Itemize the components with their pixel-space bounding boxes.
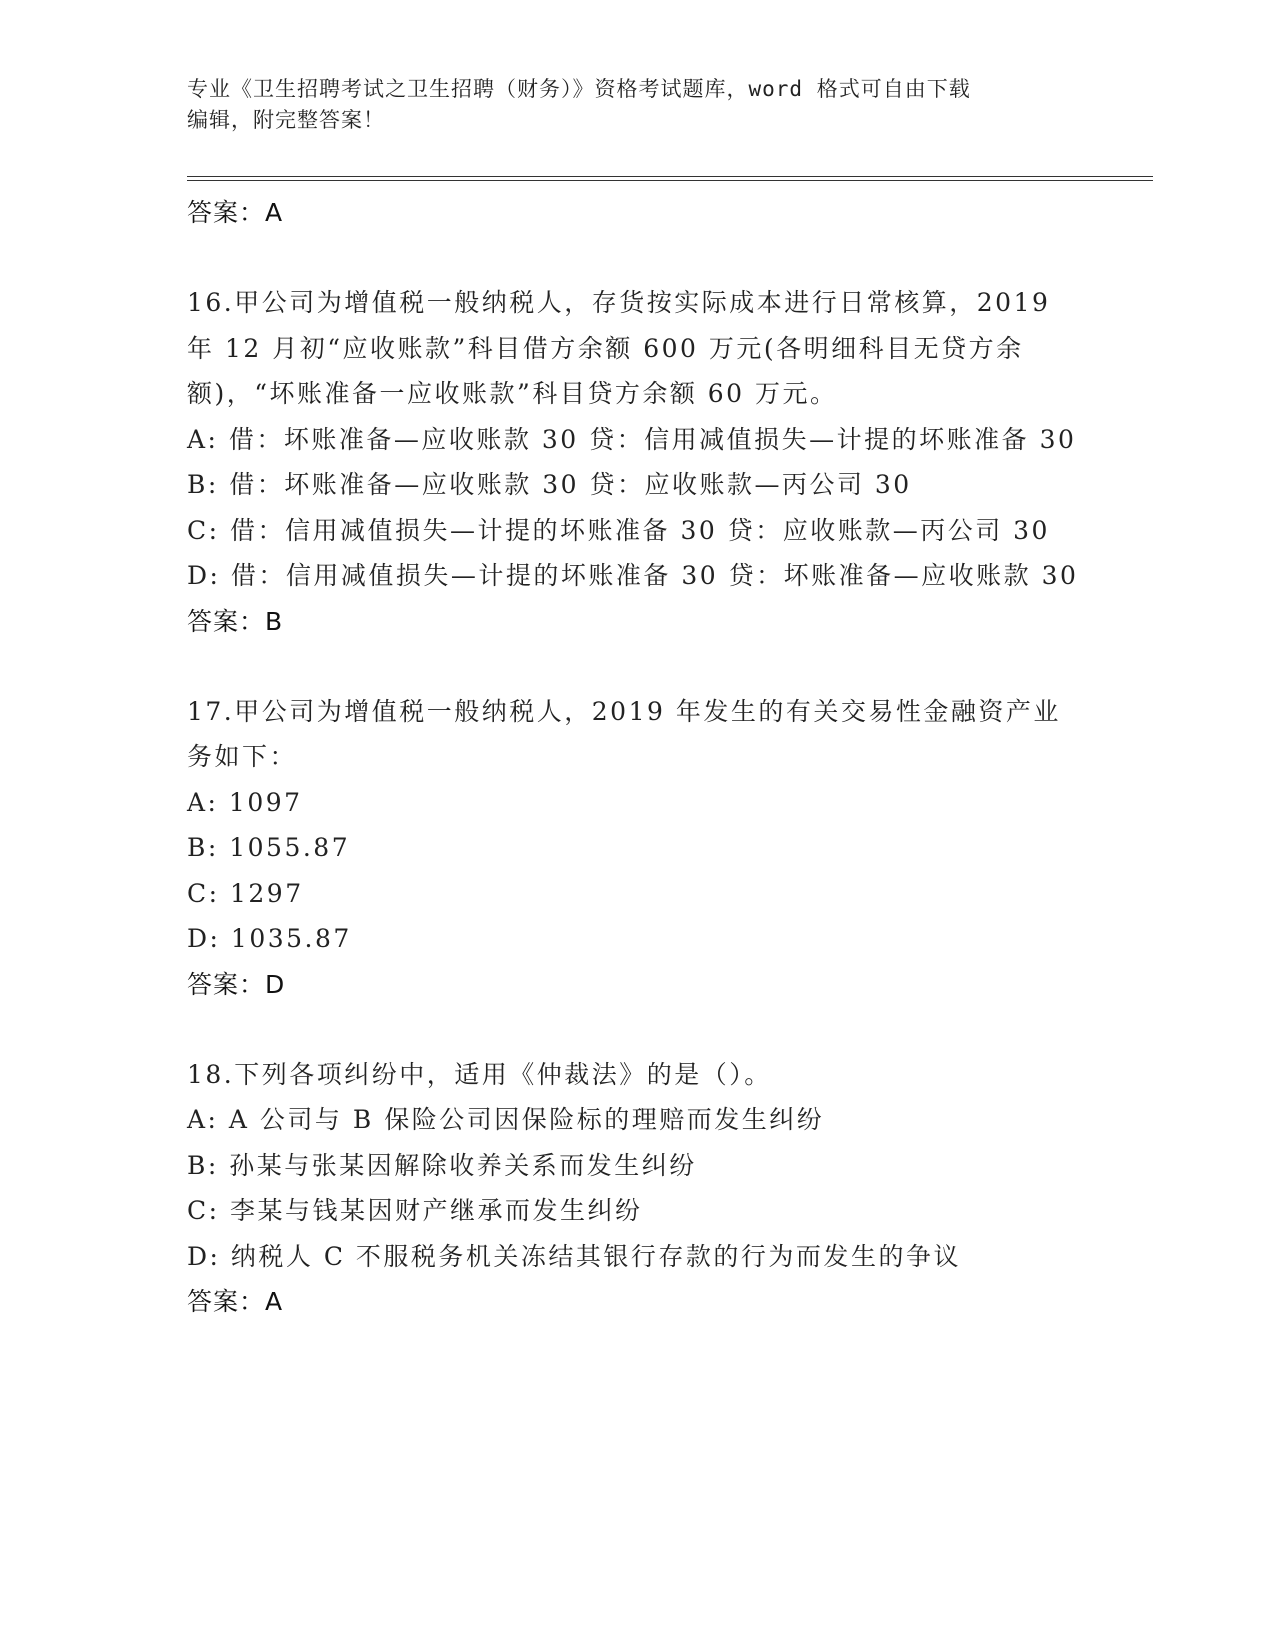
option-d: D: 1035.87 xyxy=(187,924,352,953)
question-stem: 18.下列各项纠纷中，适用《仲裁法》的是（）。 xyxy=(187,1059,772,1089)
header-divider xyxy=(187,176,1153,181)
option-c: C: 李某与钱某因财产继承而发生纠纷 xyxy=(187,1196,643,1225)
option-a: A: 1097 xyxy=(187,787,303,817)
question-17 xyxy=(187,689,1087,1007)
document-header: 专业《卫生招聘考试之卫生招聘（财务）》资格考试题库，word 格式可自由下载 编辑，附完整答案！ xyxy=(187,77,971,132)
question-answer: 答案：B xyxy=(187,606,284,636)
option-b: B: 1055.87 xyxy=(187,833,351,862)
question-list xyxy=(187,190,1087,1324)
question-stem: 17.甲公司为增值税一般纳税人，2019 年发生的有关交易性金融资产业务如下： xyxy=(187,696,1061,771)
question-stem: 16.甲公司为增值税一般纳税人，存货按实际成本进行日常核算，2019 年 12 月初“应收账款”科目借方余额 600 万元(各明细科目无贷方余额)，“坏账准备一应收账款”科目贷方余额 60 万元。 xyxy=(187,288,1051,408)
option-b: B: 借：坏账准备—应收账款 30 贷：应收账款—丙公司 30 xyxy=(187,470,912,499)
option-d: D: 纳税人 C 不服税务机关冻结其银行存款的行为而发生的争议 xyxy=(187,1241,961,1271)
option-a: A: A 公司与 B 保险公司因保险标的理赔而发生纠纷 xyxy=(187,1105,825,1134)
option-c: C: 1297 xyxy=(187,878,304,908)
option-c: C: 借：信用减值损失—计提的坏账准备 30 贷：应收账款—丙公司 30 xyxy=(187,515,1050,545)
previous-answer: 答案：A xyxy=(187,198,284,227)
question-16 xyxy=(187,280,1087,644)
question-answer: 答案：A xyxy=(187,1287,284,1316)
question-18 xyxy=(187,1052,1087,1325)
option-b: B: 孙某与张某因解除收养关系而发生纠纷 xyxy=(187,1150,697,1180)
question-answer: 答案：D xyxy=(187,969,286,999)
option-a: A: 借：坏账准备—应收账款 30 贷：信用减值损失—计提的坏账准备 30 xyxy=(187,424,1077,454)
option-d: D: 借：信用减值损失—计提的坏账准备 30 贷：坏账准备—应收账款 30 xyxy=(187,561,1079,590)
